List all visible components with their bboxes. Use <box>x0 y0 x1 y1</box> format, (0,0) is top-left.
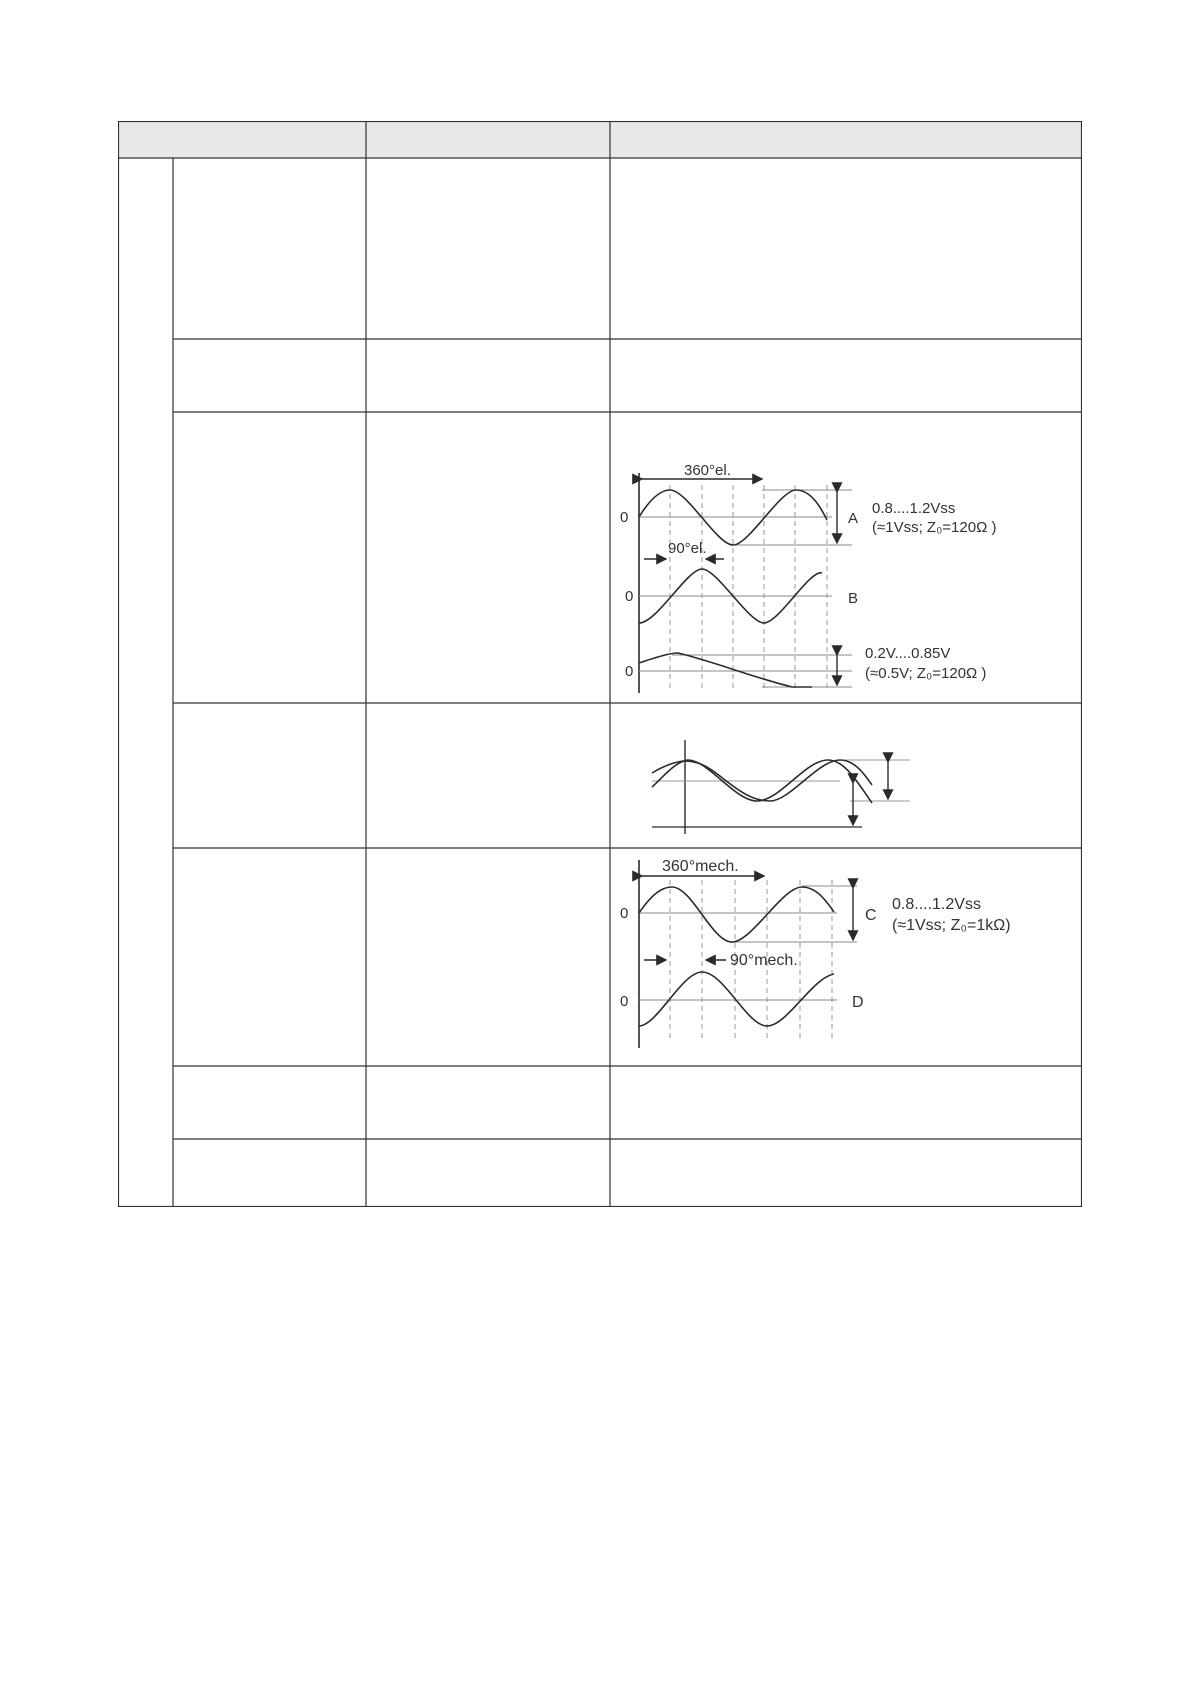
amplitude-text-cd: 0.8....1.2Vss <box>892 896 981 913</box>
amplitude-note-ab: (≈1Vss; Z₀=120Ω ) <box>872 519 997 536</box>
reference-lines <box>639 490 852 687</box>
signal-diagram-electrical <box>612 455 1072 695</box>
zero-label: 0 <box>625 588 634 605</box>
signal-diagram-lissajous <box>640 735 930 840</box>
phase-guides <box>670 485 827 691</box>
channel-label-d: D <box>852 994 864 1011</box>
reference-pulse <box>639 653 812 687</box>
phase-label-el: 90°el. <box>668 540 707 557</box>
amplitude-note-ref: (≈0.5V; Z₀=120Ω ) <box>865 665 987 682</box>
phase-label-mech: 90°mech. <box>730 952 798 969</box>
zero-label: 0 <box>620 993 629 1010</box>
channel-label-b: B <box>848 590 859 607</box>
waveform-c <box>639 887 834 942</box>
zero-label: 0 <box>620 905 629 922</box>
channel-label-a: A <box>848 510 859 527</box>
span-label-mech: 360°mech. <box>662 858 739 875</box>
header-row <box>118 121 1082 158</box>
zero-label: 0 <box>620 509 629 526</box>
signal-diagram-mechanical <box>612 850 1072 1050</box>
zero-label: 0 <box>625 663 634 680</box>
amplitude-text-ref: 0.2V....0.85V <box>865 645 951 662</box>
channel-label-c: C <box>865 907 877 924</box>
span-label-el: 360°el. <box>684 462 731 479</box>
reference-lines <box>639 886 857 1000</box>
amplitude-note-cd: (≈1Vss; Z₀=1kΩ) <box>892 917 1011 934</box>
amplitude-text-ab: 0.8....1.2Vss <box>872 500 956 517</box>
reference-lines <box>652 760 910 801</box>
waveform-d <box>639 972 834 1026</box>
